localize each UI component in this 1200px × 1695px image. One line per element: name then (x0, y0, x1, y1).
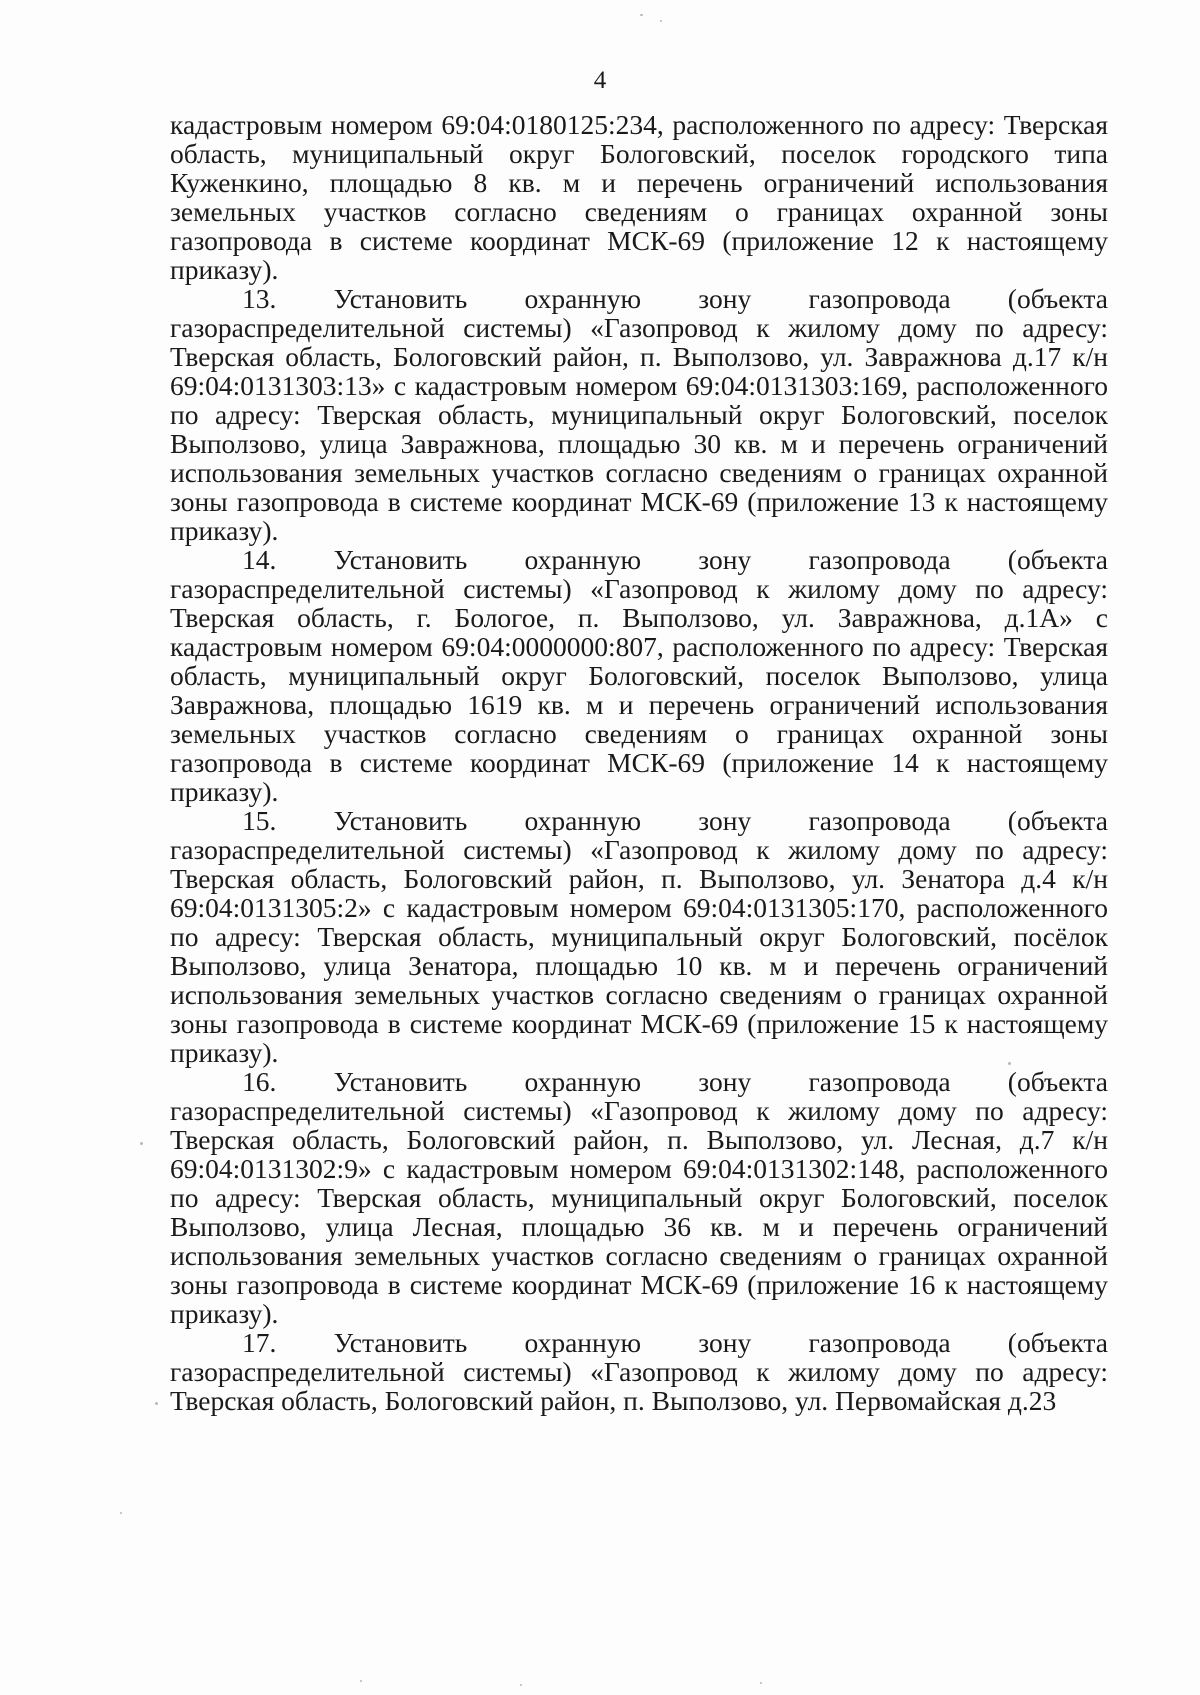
scan-speck (640, 14, 643, 16)
page-number: 4 (593, 67, 607, 94)
scan-speck (1008, 1062, 1011, 1065)
paragraph-item-15: 15. Установить охранную зону газопровода (объекта газораспределительной системы) «Газопровод к жилому дому по адресу: Тверская область, Бологовский район, п. Выползово, ул. Зенатора д.4 к/н 69:04:0131305:2» с кадастровым номером 69:04:0131305:170, расположенного по адресу: Тверская область, муниципальный округ Бологовский, посёлок Выползово, улица Зенатора, площадью 10 кв. м и перечень ограничений использования земельных участков согласно сведениям о границах охранной зоны газопровода в системе координат МСК-69 (приложение 15 к настоящему приказу). (170, 805, 1108, 1068)
paragraph-item-13: 13. Установить охранную зону газопровода (объекта газораспределительной системы) «Газопровод к жилому дому по адресу: Тверская область, Бологовский район, п. Выползово, ул. Завражнова д.17 к/н 69:04:0131303:13» с кадастровым номером 69:04:0131303:169, расположенного по адресу: Тверская область, муниципальный округ Бологовский, поселок Выползово, улица Завражнова, площадью 30 кв. м и перечень ограничений использования земельных участков согласно сведениям о границах охранной зоны газопровода в системе координат МСК-69 (приложение 13 к настоящему приказу). (170, 283, 1108, 546)
scan-speck (760, 1682, 762, 1684)
paragraph-item-16: 16. Установить охранную зону газопровода (объекта газораспределительной системы) «Газопровод к жилому дому по адресу: Тверская область, Бологовский район, п. Выползово, ул. Лесная, д.7 к/н 69:04:0131302:9» с кадастровым номером 69:04:0131302:148, расположенного по адресу: Тверская область, муниципальный округ Бологовский, поселок Выползово, улица Лесная, площадью 36 кв. м и перечень ограничений использования земельных участков согласно сведениям о границах охранной зоны газопровода в системе координат МСК-69 (приложение 16 к настоящему приказу). (170, 1066, 1108, 1329)
scan-speck (120, 1512, 122, 1514)
scan-speck (660, 20, 662, 22)
paragraph-continuation: кадастровым номером 69:04:0180125:234, расположенного по адресу: Тверская область, муниципальный округ Бологовский, поселок городского типа Куженкино, площадью 8 кв. м и перечень ограничений использования земельных участков согласно сведениям о границах охранной зоны газопровода в системе координат МСК-69 (приложение 12 к настоящему приказу). (170, 109, 1108, 285)
paragraph-item-17: 17. Установить охранную зону газопровода (объекта газораспределительной системы) «Газопровод к жилому дому по адресу: Тверская область, Бологовский район, п. Выползово, ул. Первомайская д.23 (170, 1327, 1108, 1416)
scan-speck (155, 1402, 158, 1405)
scan-speck (140, 1142, 143, 1145)
scan-speck (520, 1684, 522, 1686)
document-body (170, 110, 1108, 1415)
paragraph-item-14: 14. Установить охранную зону газопровода (объекта газораспределительной системы) «Газопровод к жилому дому по адресу: Тверская область, г. Бологое, п. Выползово, ул. Завражнова, д.1А» с кадастровым номером 69:04:0000000:807, расположенного по адресу: Тверская область, муниципальный округ Бологовский, поселок Выползово, улица Завражнова, площадью 1619 кв. м и перечень ограничений использования земельных участков согласно сведениям о границах охранной зоны газопровода в системе координат МСК-69 (приложение 14 к настоящему приказу). (170, 544, 1108, 807)
scan-speck (360, 1680, 362, 1682)
